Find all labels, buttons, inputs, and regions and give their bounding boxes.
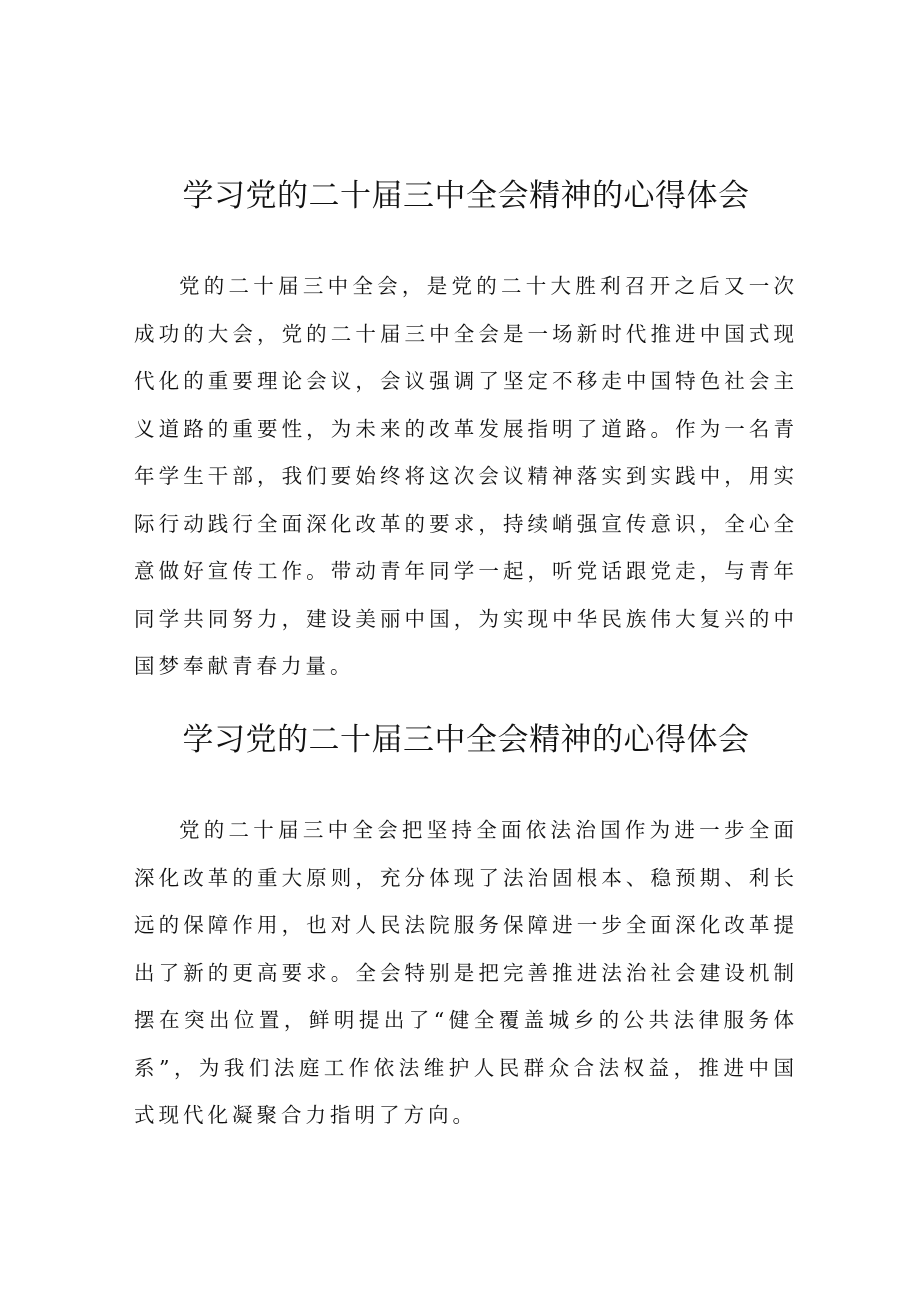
article-title: 学习党的二十届三中全会精神的心得体会 [182, 178, 750, 214]
article-section-2 [134, 716, 798, 1140]
article-title: 学习党的二十届三中全会精神的心得体会 [182, 722, 750, 758]
article-section-1 [134, 172, 798, 691]
article-paragraph: 党的二十届三中全会，是党的二十大胜利召开之后又一次成功的大会，党的二十届三中全会是一场新时代推进中国式现代化的重要理论会议，会议强调了坚定不移走中国特色社会主义道路的重要性，为未来的改革发展指明了道路。作为一名青年学生干部，我们要始终将这次会议精神落实到实践中，用实际行动践行全面深化改革的要求，持续峭强宣传意识，全心全意做好宣传工作。带动青年同学一起，听党话跟党走，与青年同学共同努力，建设美丽中国，为实现中华民族伟大复兴的中国梦奉献青春力量。 [134, 274, 798, 678]
article-paragraph: 党的二十届三中全会把坚持全面依法治国作为进一步全面深化改革的重大原则，充分体现了法治固根本、稳预期、利长远的保障作用，也对人民法院服务保障进一步全面深化改革提出了新的更高要求。全会特别是把完善推进法治社会建设机制摆在突出位置，鲜明提出了“健全覆盖城乡的公共法律服务体系”，为我们法庭工作依法维护人民群众合法权益，推进中国式现代化凝聚合力指明了方向。 [134, 818, 798, 1127]
